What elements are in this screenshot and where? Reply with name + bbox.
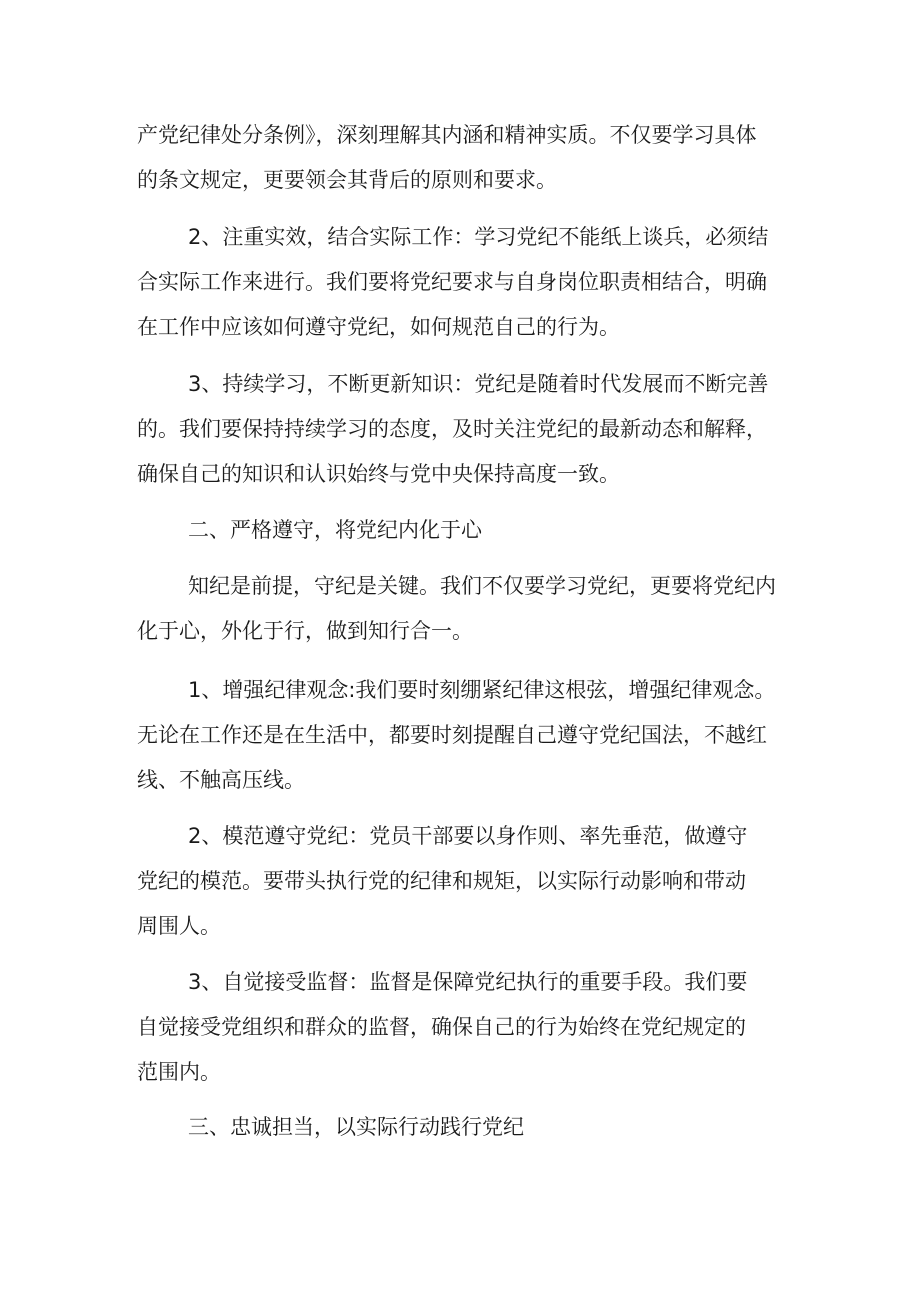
text-line: 2、注重实效，结合实际工作：学习党纪不能纸上谈兵，必须结 [188, 225, 769, 249]
paragraph-item-2-exemplary [137, 814, 777, 949]
text-line: 在工作中应该如何遵守党纪，如何规范自己的行为。 [137, 315, 620, 339]
text-line: 化于心，外化于行，做到知行合一。 [137, 619, 473, 643]
text-line: 产党纪律处分条例》，深刻理解其内涵和精神实质。不仅要学习具体 [137, 123, 757, 147]
text-line: 的。我们要保持持续学习的态度，及时关注党纪的最新动态和解释， [137, 417, 767, 441]
text-line: 合实际工作来进行。我们要将党纪要求与自身岗位职责相结合，明确 [137, 270, 767, 294]
text-line: 1、增强纪律观念:我们要时刻绷紧纪律这根弦，增强纪律观念。 [188, 678, 776, 702]
text-line: 3、持续学习，不断更新知识：党纪是随着时代发展而不断完善 [188, 372, 769, 396]
text-line: 的条文规定，更要领会其背后的原则和要求。 [137, 168, 557, 192]
text-line: 确保自己的知识和认识始终与党中央保持高度一致。 [137, 462, 620, 486]
paragraph-item-2-practical [137, 215, 777, 350]
text-line: 周围人。 [137, 914, 221, 938]
text-line: 2、模范遵守党纪：党员干部要以身作则、率先垂范，做遵守 [188, 824, 748, 848]
paragraph-item-3-supervision [137, 960, 777, 1095]
section-heading-2 [137, 508, 777, 553]
text-line: 自觉接受党组织和群众的监督，确保自己的行为始终在党纪规定的 [137, 1015, 746, 1039]
text-line: 知纪是前提，守纪是关键。我们不仅要学习党纪，更要将党纪内 [188, 574, 776, 598]
text-line: 三、忠诚担当，以实际行动践行党纪 [188, 1115, 524, 1139]
text-line: 线、不触高压线。 [137, 768, 305, 792]
paragraph-intro-2 [137, 564, 777, 654]
text-line: 二、严格遵守，将党纪内化于心 [188, 518, 482, 542]
text-line: 3、自觉接受监督：监督是保障党纪执行的重要手段。我们要 [188, 970, 748, 994]
section-heading-3 [137, 1105, 777, 1150]
text-line: 范围内。 [137, 1060, 221, 1084]
paragraph-item-3-continuous [137, 362, 777, 497]
paragraph-continuation [137, 113, 777, 203]
paragraph-item-1-awareness [137, 668, 777, 803]
text-line: 党纪的模范。要带头执行党的纪律和规矩，以实际行动影响和带动 [137, 869, 746, 893]
text-line: 无论在工作还是在生活中，都要时刻提醒自己遵守党纪国法，不越红 [137, 723, 767, 747]
